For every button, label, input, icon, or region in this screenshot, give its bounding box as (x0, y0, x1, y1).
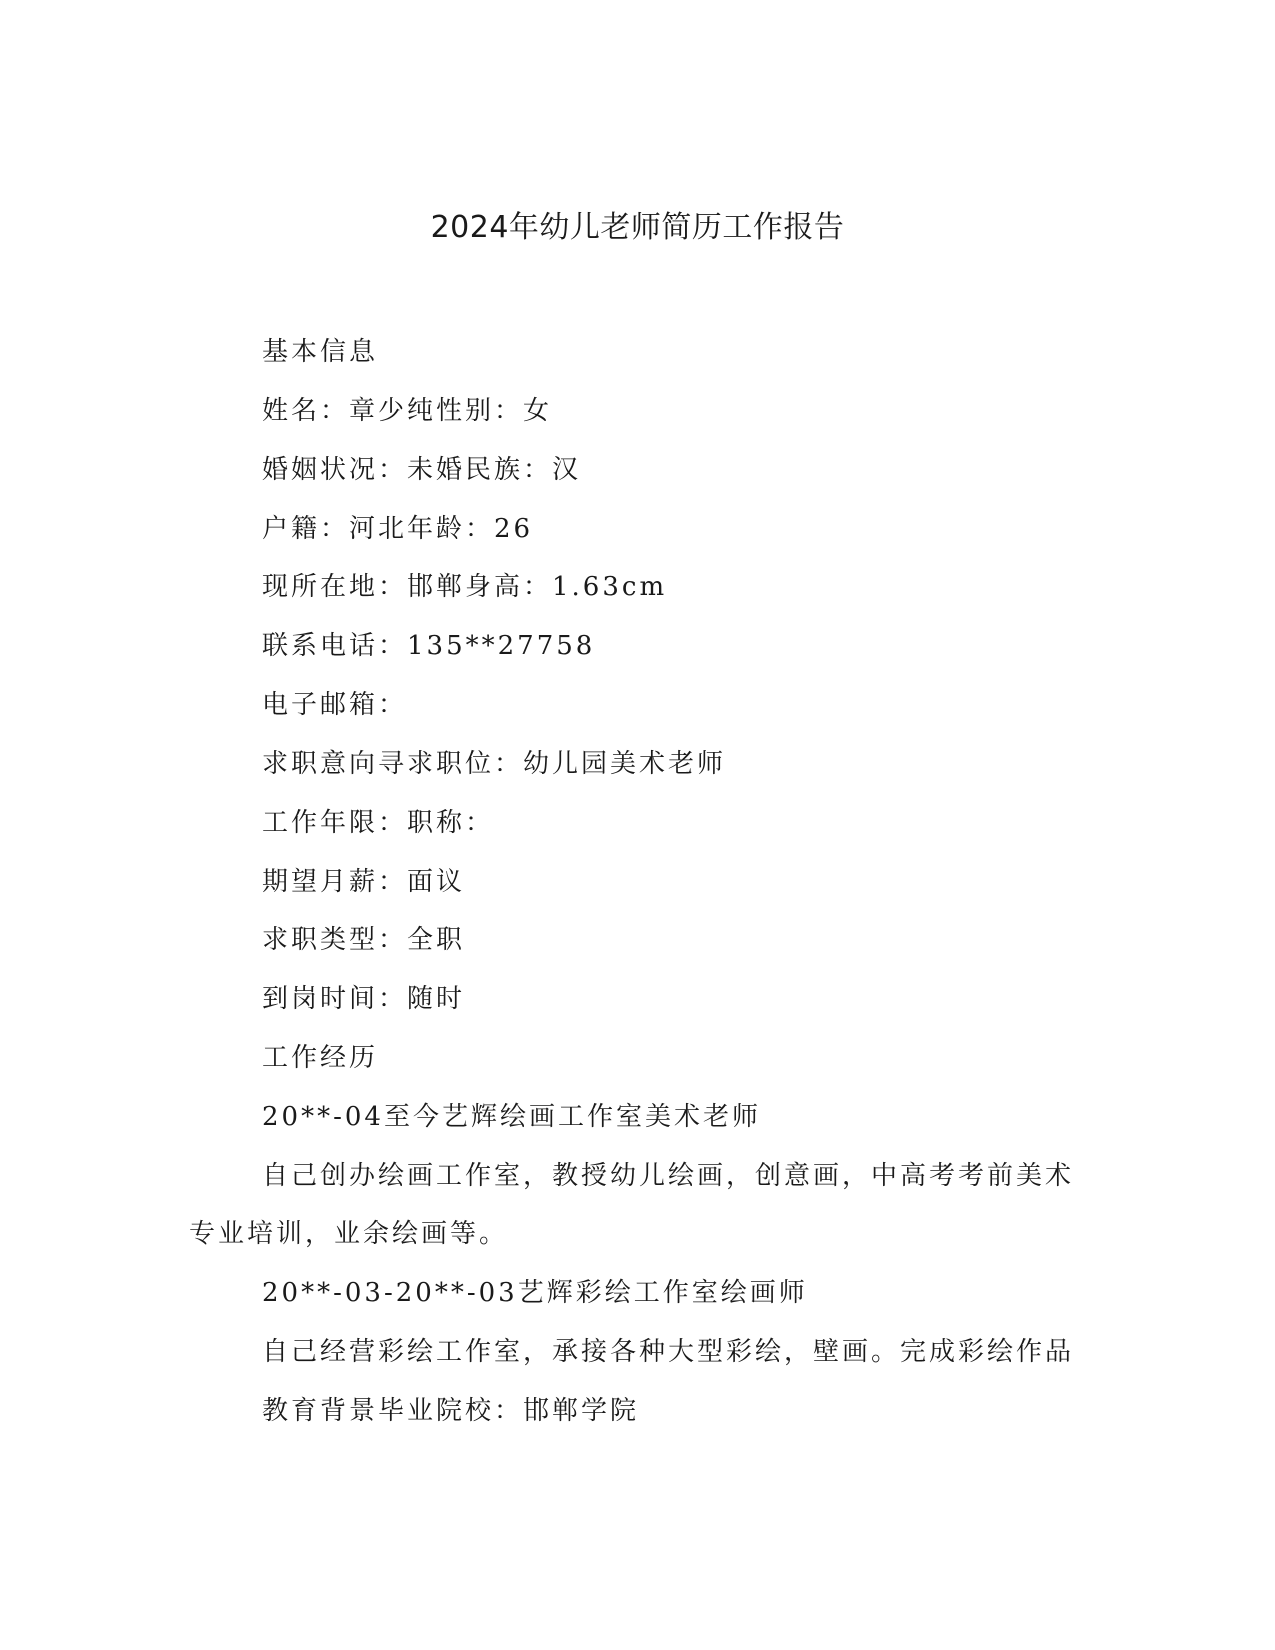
text-line: 电子邮箱： (262, 690, 408, 720)
education-line: 教育背景毕业院校：邯郸学院 (262, 1396, 640, 1426)
text-line: 工作年限：职称： (262, 808, 495, 838)
text-line: 求职意向寻求职位：幼儿园美术老师 (262, 749, 727, 779)
text-line: 期望月薪：面议 (262, 867, 466, 897)
text-line: 户籍：河北年龄：26 (262, 514, 534, 544)
text-line: 现所在地：邯郸身高：1.63cm (262, 572, 668, 602)
job-entry-heading: 20**-03-20**-03艺辉彩绘工作室绘画师 (262, 1278, 808, 1308)
job-description-continued: 专业培训，业余绘画等。 (189, 1219, 509, 1249)
section-heading-work-history: 工作经历 (262, 1043, 379, 1073)
text-line: 到岗时间：随时 (262, 984, 466, 1014)
text-line: 姓名：章少纯性别：女 (262, 396, 553, 426)
job-description: 自己创办绘画工作室，教授幼儿绘画，创意画，中高考考前美术 (262, 1161, 1075, 1191)
text-line: 求职类型：全职 (262, 925, 466, 955)
job-description: 自己经营彩绘工作室，承接各种大型彩绘，壁画。完成彩绘作品 (262, 1337, 1075, 1367)
section-heading-basic-info: 基本信息 (262, 337, 379, 367)
job-entry-heading: 20**-04至今艺辉绘画工作室美术老师 (262, 1102, 761, 1132)
document-title: 2024年幼儿老师简历工作报告 (430, 210, 845, 245)
text-line: 婚姻状况：未婚民族：汉 (262, 455, 582, 485)
text-line: 联系电话：135**27758 (262, 631, 596, 661)
